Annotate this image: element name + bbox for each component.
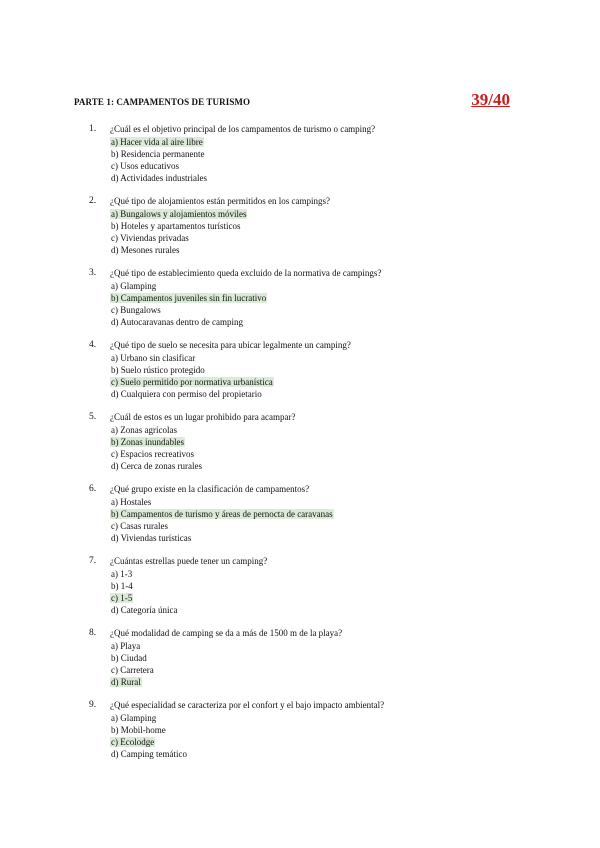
question-number: 2.: [89, 196, 97, 206]
answer-option: [110, 664, 155, 676]
answer-option: [110, 352, 274, 364]
answer-option-text: d) Cualquiera con permiso del propietario: [111, 389, 262, 399]
question-text: ¿Qué tipo de establecimiento queda excluido de la normativa de campings?: [110, 268, 382, 278]
answer-option-text: a) Glamping: [111, 281, 157, 291]
question-item: [0, 700, 600, 772]
answer-option-highlighted: [110, 292, 267, 304]
question-text: ¿Cuál de estos es un lugar prohibido para acampar?: [110, 412, 296, 422]
answer-options: [110, 208, 247, 256]
answer-options: [110, 712, 188, 760]
answer-option: [110, 232, 247, 244]
question-text: ¿Qué modalidad de camping se da a más de 1500 m de la playa?: [110, 628, 343, 638]
answer-option: [110, 316, 267, 328]
answer-option-text: a) Hostales: [111, 497, 152, 507]
answer-option-text: d) Mesones rurales: [111, 245, 180, 255]
question-text: ¿Cuántas estrellas puede tener un camping?: [110, 556, 268, 566]
answer-option-text: d) Camping temático: [111, 749, 187, 759]
question-text: ¿Qué grupo existe en la clasificación de campamentos?: [110, 484, 310, 494]
answer-option-text: a) Hacer vida al aire libre: [111, 137, 203, 147]
answer-option-text: c) Suelo permitido por normativa urbanística: [111, 377, 273, 387]
question-item: [0, 268, 600, 340]
answer-option: [110, 148, 208, 160]
answer-option-text: d) Autocaravanas dentro de camping: [111, 317, 243, 327]
answer-option-text: d) Cerca de zonas rurales: [111, 461, 202, 471]
answer-option-text: d) Actividades industriales: [111, 173, 207, 183]
page-header: [74, 90, 510, 113]
answer-option: [110, 724, 188, 736]
answer-option-text: b) Ciudad: [111, 653, 147, 663]
answer-option-text: b) Zonas inundables: [111, 437, 184, 447]
question-item: [0, 196, 600, 268]
answer-option: [110, 652, 155, 664]
answer-option-text: b) Suelo rústico protegido: [111, 365, 205, 375]
answer-options: [110, 424, 203, 472]
answer-option-highlighted: [110, 376, 274, 388]
answer-option-text: b) Campamentos juveniles sin fin lucrativo: [111, 293, 267, 303]
answer-option-text: c) Usos educativos: [111, 161, 179, 171]
answer-option-highlighted: [110, 736, 188, 748]
question-number: 5.: [89, 412, 97, 422]
answer-option: [110, 496, 334, 508]
answer-option-text: c) Carretera: [111, 665, 154, 675]
answer-option: [110, 460, 203, 472]
answer-option-text: a) 1-3: [111, 569, 133, 579]
answer-option-text: b) Hoteles y apartamentos turísticos: [111, 221, 241, 231]
question-item: [0, 340, 600, 412]
answer-option: [110, 388, 274, 400]
answer-option-text: c) 1-5: [111, 593, 133, 603]
answer-options: [110, 280, 267, 328]
answer-option: [110, 220, 247, 232]
answer-options: [110, 640, 155, 688]
answer-option-text: a) Zonas agrícolas: [111, 425, 177, 435]
question-text: ¿Qué tipo de suelo se necesita para ubicar legalmente un camping?: [110, 340, 351, 350]
answer-option-highlighted: [110, 508, 334, 520]
answer-options: [110, 496, 334, 544]
question-number: 6.: [89, 484, 97, 494]
answer-option-text: c) Bungalows: [111, 305, 161, 315]
question-item: [0, 412, 600, 484]
answer-option-text: a) Bungalows y alojamientos móviles: [111, 209, 247, 219]
question-text: ¿Qué tipo de alojamientos están permitidos en los campings?: [110, 196, 330, 206]
question-number: 3.: [89, 268, 97, 278]
answer-option-text: c) Casas rurales: [111, 521, 168, 531]
question-item: [0, 484, 600, 556]
question-number: 7.: [89, 556, 97, 566]
answer-option: [110, 712, 188, 724]
answer-option: [110, 160, 208, 172]
question-item: [0, 124, 600, 196]
answer-option: [110, 304, 267, 316]
answer-option-text: c) Viviendas privadas: [111, 233, 189, 243]
answer-option: [110, 448, 203, 460]
question-item: [0, 628, 600, 700]
question-text: ¿Qué especialidad se caracteriza por el confort y el bajo impacto ambiental?: [110, 700, 385, 710]
answer-option-highlighted: [110, 436, 203, 448]
answer-options: [110, 568, 178, 616]
answer-option-text: d) Rural: [111, 677, 141, 687]
answer-options: [110, 352, 274, 400]
part-title: PARTE 1: CAMPAMENTOS DE TURISMO: [74, 97, 251, 107]
answer-option: [110, 424, 203, 436]
answer-option-highlighted: [110, 592, 178, 604]
answer-option-text: b) Residencia permanente: [111, 149, 205, 159]
answer-option: [110, 568, 178, 580]
question-number: 9.: [89, 700, 97, 710]
question-item: [0, 556, 600, 628]
answer-option: [110, 580, 178, 592]
question-number: 4.: [89, 340, 97, 350]
answer-option-text: a) Playa: [111, 641, 141, 651]
answer-option: [110, 748, 188, 760]
answer-option-text: c) Espacios recreativos: [111, 449, 194, 459]
score-badge: 39/40: [471, 90, 510, 109]
answer-option-text: b) 1-4: [111, 581, 133, 591]
question-text: ¿Cuál es el objetivo principal de los campamentos de turismo o camping?: [110, 124, 376, 134]
answer-option: [110, 520, 334, 532]
answer-option-text: b) Mobil-home: [111, 725, 166, 735]
answer-option-text: a) Urbano sin clasificar: [111, 353, 196, 363]
answer-option: [110, 280, 267, 292]
answer-option: [110, 640, 155, 652]
question-number: 1.: [89, 124, 97, 134]
answer-option-highlighted: [110, 208, 247, 220]
answer-option-highlighted: [110, 676, 155, 688]
answer-option-text: d) Viviendas turísticas: [111, 533, 192, 543]
answer-option: [110, 532, 334, 544]
answer-option: [110, 364, 274, 376]
answer-option: [110, 172, 208, 184]
answer-option-text: b) Campamentos de turismo y áreas de pernocta de caravanas: [111, 509, 333, 519]
answer-option: [110, 244, 247, 256]
question-list: [0, 124, 600, 772]
answer-option: [110, 604, 178, 616]
answer-options: [110, 136, 208, 184]
question-number: 8.: [89, 628, 97, 638]
answer-option-text: c) Ecolodge: [111, 737, 155, 747]
answer-option-text: d) Categoría única: [111, 605, 178, 615]
answer-option-text: a) Glamping: [111, 713, 157, 723]
answer-option-highlighted: [110, 136, 208, 148]
